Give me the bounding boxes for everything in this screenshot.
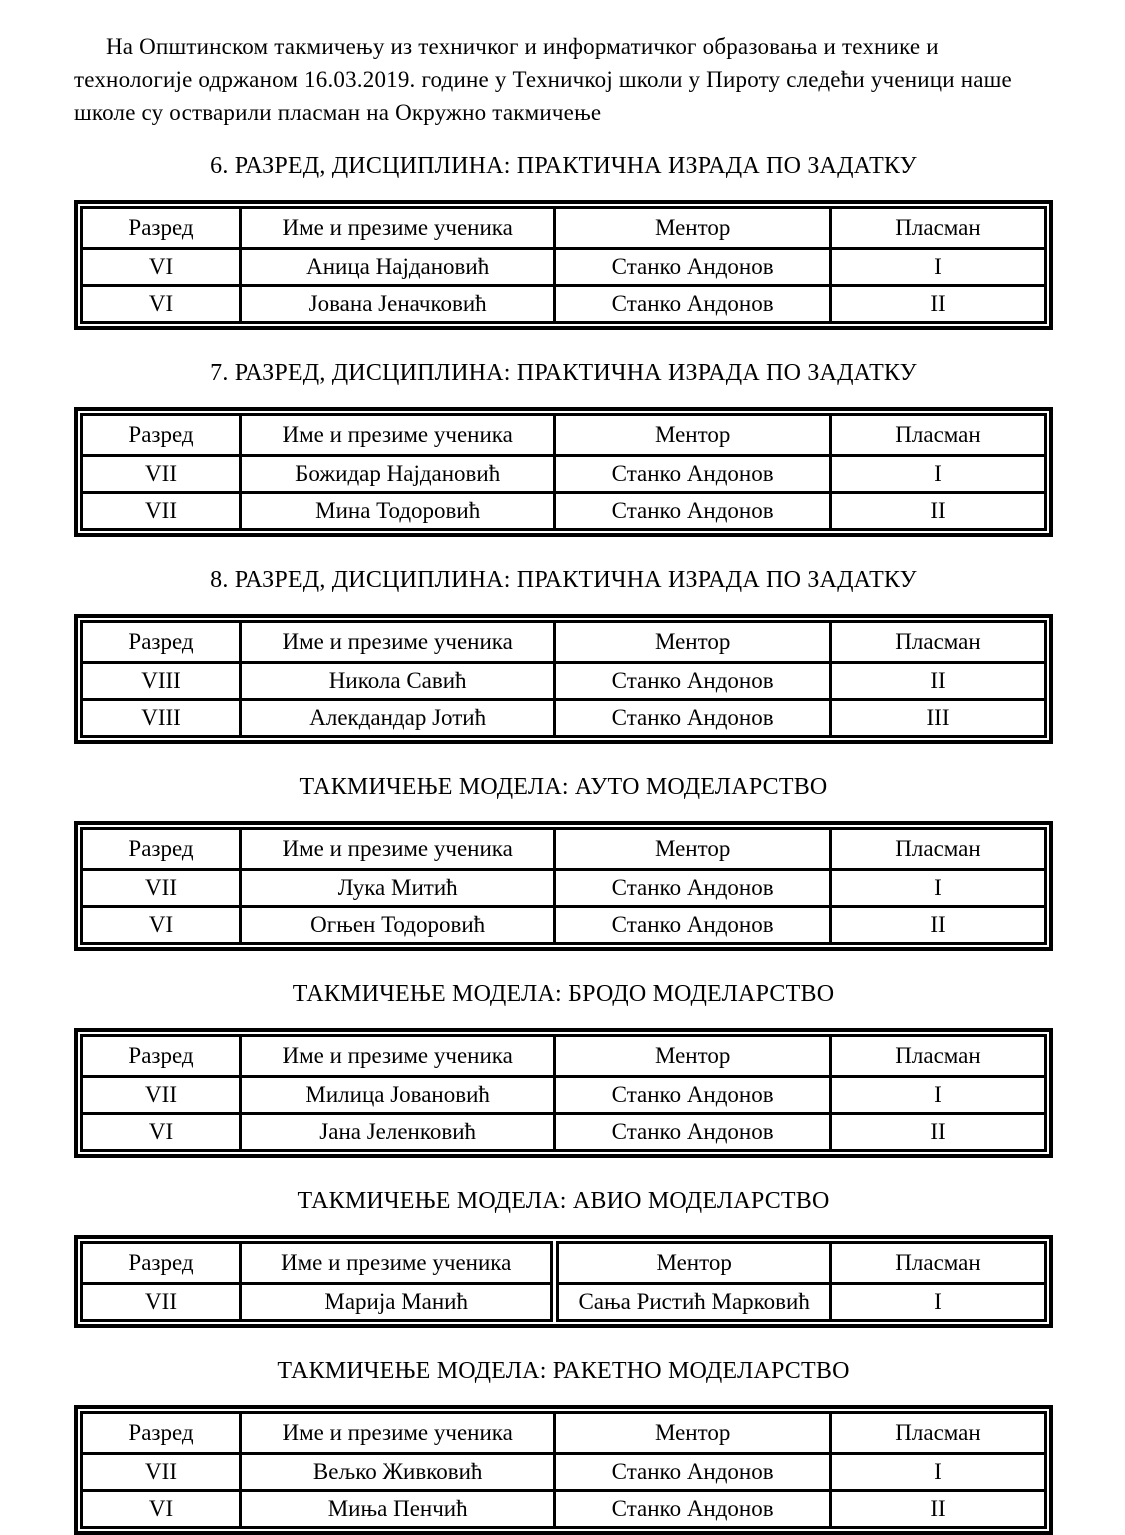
section-title: ТАКМИЧЕЊЕ МОДЕЛА: АВИО МОДЕЛАРСТВО	[297, 1188, 830, 1214]
table-frame	[74, 821, 1053, 951]
placement-cell: III	[831, 700, 1046, 737]
column-header-grade: Разред	[82, 622, 241, 663]
placement-cell: II	[831, 493, 1046, 530]
column-header-grade: Разред	[82, 1243, 241, 1284]
section-title: 6. РАЗРЕД, ДИСЦИПЛИНА: ПРАКТИЧНА ИЗРАДА ПО ЗАДАТКУ	[210, 153, 917, 179]
table-row	[82, 870, 1046, 907]
table-header-row	[82, 415, 1046, 456]
column-header-grade: Разред	[82, 415, 241, 456]
column-header-mentor: Ментор	[555, 829, 831, 870]
table-frame	[74, 1028, 1053, 1158]
results-table	[80, 1411, 1047, 1529]
student-name-cell: Божидар Најдановић	[241, 456, 555, 493]
table-frame	[74, 1235, 1053, 1328]
results-table	[80, 413, 1047, 531]
results-table	[80, 1034, 1047, 1152]
table-row	[82, 249, 1046, 286]
student-name-cell: Алекдандар Јотић	[241, 700, 555, 737]
column-header-mentor: Ментор	[555, 208, 831, 249]
mentor-cell: Станко Андонов	[555, 907, 831, 944]
grade-cell: VI	[82, 249, 241, 286]
column-header-mentor: Ментор	[555, 415, 831, 456]
placement-cell: I	[831, 870, 1046, 907]
column-header-student: Име и презиме ученика	[241, 1413, 555, 1454]
section-title: ТАКМИЧЕЊЕ МОДЕЛА: РАКЕТНО МОДЕЛАРСТВО	[277, 1358, 850, 1384]
grade-cell: VIII	[82, 700, 241, 737]
table-row	[82, 456, 1046, 493]
table-row	[82, 1491, 1046, 1528]
results-table	[80, 827, 1047, 945]
table-row	[82, 907, 1046, 944]
mentor-cell: Станко Андонов	[555, 1454, 831, 1491]
column-header-student: Име и презиме ученика	[241, 208, 555, 249]
table-frame	[74, 407, 1053, 537]
grade-cell: VI	[82, 1491, 241, 1528]
table-header-row	[82, 1036, 1046, 1077]
mentor-cell: Станко Андонов	[555, 663, 831, 700]
table-row	[82, 663, 1046, 700]
table-row	[82, 493, 1046, 530]
mentor-cell: Станко Андонов	[555, 286, 831, 323]
column-header-grade: Разред	[82, 208, 241, 249]
placement-cell: II	[831, 663, 1046, 700]
section-grade7-practical	[74, 360, 1053, 537]
placement-cell: II	[831, 907, 1046, 944]
column-header-placement: Пласман	[831, 208, 1046, 249]
placement-cell: I	[831, 456, 1046, 493]
mentor-cell: Станко Андонов	[555, 700, 831, 737]
table-frame	[74, 1405, 1053, 1535]
student-name-cell: Лука Митић	[241, 870, 555, 907]
student-name-cell: Огњен Тодоровић	[241, 907, 555, 944]
column-header-placement: Пласман	[831, 1413, 1046, 1454]
mentor-cell: Станко Андонов	[555, 1077, 831, 1114]
grade-cell: VI	[82, 1114, 241, 1151]
mentor-cell: Сања Ристић Марковић	[555, 1284, 831, 1321]
section-grade8-practical	[74, 567, 1053, 744]
column-header-mentor: Ментор	[555, 1036, 831, 1077]
section-title: ТАКМИЧЕЊЕ МОДЕЛА: АУТО МОДЕЛАРСТВО	[299, 774, 828, 800]
column-header-placement: Пласман	[831, 622, 1046, 663]
placement-cell: I	[831, 1454, 1046, 1491]
student-name-cell: Миња Пенчић	[241, 1491, 555, 1528]
intro-paragraph: На Општинском такмичењу из техничког и информатичког образовања и технике и технологије одржаном 16.03.2019. године у Техничкој школи у Пироту следећи ученици наше школе су остварили пласман на Окружно такмичење	[74, 34, 1012, 125]
placement-cell: I	[831, 1284, 1046, 1321]
grade-cell: VI	[82, 907, 241, 944]
results-table	[80, 206, 1047, 324]
column-header-student: Име и презиме ученика	[241, 1243, 555, 1284]
table-header-row	[82, 208, 1046, 249]
student-name-cell: Милица Јовановић	[241, 1077, 555, 1114]
student-name-cell: Марија Манић	[241, 1284, 555, 1321]
grade-cell: VII	[82, 1284, 241, 1321]
grade-cell: VII	[82, 870, 241, 907]
table-row	[82, 1077, 1046, 1114]
section-auto-modeling	[74, 774, 1053, 951]
table-header-row	[82, 622, 1046, 663]
section-ship-modeling	[74, 981, 1053, 1158]
section-grade6-practical	[74, 153, 1053, 330]
section-title: 7. РАЗРЕД, ДИСЦИПЛИНА: ПРАКТИЧНА ИЗРАДА ПО ЗАДАТКУ	[210, 360, 917, 386]
placement-cell: II	[831, 1114, 1046, 1151]
placement-cell: II	[831, 286, 1046, 323]
section-rocket-modeling	[74, 1358, 1053, 1535]
placement-cell: I	[831, 1077, 1046, 1114]
student-name-cell: Јована Јеначковић	[241, 286, 555, 323]
grade-cell: VII	[82, 493, 241, 530]
section-avio-modeling	[74, 1188, 1053, 1328]
student-name-cell: Мина Тодоровић	[241, 493, 555, 530]
table-header-row	[82, 1243, 1046, 1284]
student-name-cell: Јана Јеленковић	[241, 1114, 555, 1151]
section-title: ТАКМИЧЕЊЕ МОДЕЛА: БРОДО МОДЕЛАРСТВО	[292, 981, 835, 1007]
table-header-row	[82, 1413, 1046, 1454]
table-row	[82, 1114, 1046, 1151]
mentor-cell: Станко Андонов	[555, 1114, 831, 1151]
table-row	[82, 1454, 1046, 1491]
grade-cell: VII	[82, 1077, 241, 1114]
column-header-student: Име и презиме ученика	[241, 415, 555, 456]
mentor-cell: Станко Андонов	[555, 870, 831, 907]
section-title: 8. РАЗРЕД, ДИСЦИПЛИНА: ПРАКТИЧНА ИЗРАДА ПО ЗАДАТКУ	[210, 567, 917, 593]
column-header-mentor: Ментор	[555, 1243, 831, 1284]
placement-cell: I	[831, 249, 1046, 286]
mentor-cell: Станко Андонов	[555, 456, 831, 493]
table-frame	[74, 200, 1053, 330]
mentor-cell: Станко Андонов	[555, 1491, 831, 1528]
mentor-cell: Станко Андонов	[555, 249, 831, 286]
column-header-placement: Пласман	[831, 1036, 1046, 1077]
column-header-placement: Пласман	[831, 829, 1046, 870]
column-header-student: Име и презиме ученика	[241, 1036, 555, 1077]
table-row	[82, 286, 1046, 323]
grade-cell: VII	[82, 1454, 241, 1491]
table-row	[82, 1284, 1046, 1321]
results-table	[80, 620, 1047, 738]
grade-cell: VII	[82, 456, 241, 493]
mentor-cell: Станко Андонов	[555, 493, 831, 530]
table-header-row	[82, 829, 1046, 870]
results-table	[80, 1241, 1047, 1322]
placement-cell: II	[831, 1491, 1046, 1528]
grade-cell: VIII	[82, 663, 241, 700]
student-name-cell: Вељко Живковић	[241, 1454, 555, 1491]
column-header-placement: Пласман	[831, 1243, 1046, 1284]
table-frame	[74, 614, 1053, 744]
column-header-grade: Разред	[82, 1036, 241, 1077]
column-header-grade: Разред	[82, 829, 241, 870]
student-name-cell: Аница Најдановић	[241, 249, 555, 286]
column-header-mentor: Ментор	[555, 1413, 831, 1454]
table-row	[82, 700, 1046, 737]
grade-cell: VI	[82, 286, 241, 323]
column-header-student: Име и презиме ученика	[241, 622, 555, 663]
column-header-placement: Пласман	[831, 415, 1046, 456]
column-header-mentor: Ментор	[555, 622, 831, 663]
column-header-student: Име и презиме ученика	[241, 829, 555, 870]
column-header-grade: Разред	[82, 1413, 241, 1454]
student-name-cell: Никола Савић	[241, 663, 555, 700]
